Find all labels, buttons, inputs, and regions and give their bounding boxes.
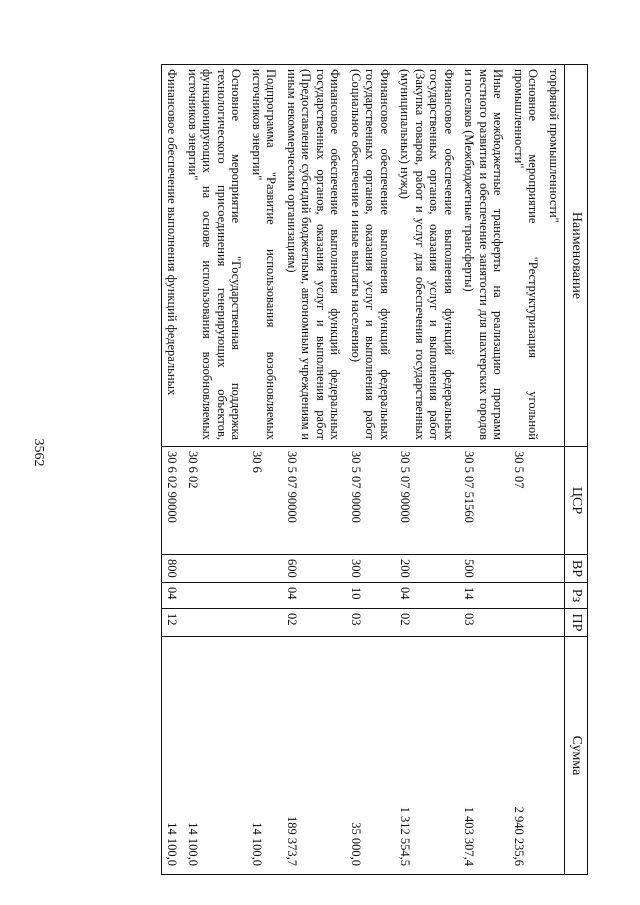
row-sum: 189 373,7: [282, 637, 346, 875]
table-row: [247, 65, 282, 875]
table-row: [183, 65, 247, 875]
row-csr: 30 6 02: [183, 447, 247, 555]
header-rz: Рз: [565, 583, 588, 609]
row-csr: 30 6 02 90000: [162, 447, 183, 555]
row-sum: 14 100,0: [183, 637, 247, 875]
row-rz: 04: [282, 583, 346, 609]
table-row: [282, 65, 346, 875]
table-row: [544, 65, 565, 875]
row-pr: 02: [395, 609, 459, 637]
row-name: Основное мероприятие "Государственная поддержка технологического присоединения генерирующих объектов, функционирующих на основе использования возобновляемых источников энергии": [183, 65, 247, 447]
row-csr: 30 6: [247, 447, 282, 555]
row-vr: 800: [162, 555, 183, 583]
row-pr: 03: [346, 609, 396, 637]
row-name: Основное мероприятие "Реструктуризация угольной промышленности": [509, 65, 544, 447]
row-pr: [544, 609, 565, 637]
row-sum: 2 940 235,6: [509, 637, 544, 875]
header-pr: ПР: [565, 609, 588, 637]
row-vr: [247, 555, 282, 583]
row-name: Финансовое обеспечение выполнения функций федеральных государственных органов, оказания услуг и выполнения работ (Закупка товаров, работ и услуг для обеспечения государственных (муниципальных) нужд): [395, 65, 459, 447]
row-pr: 02: [282, 609, 346, 637]
row-rz: 04: [395, 583, 459, 609]
row-csr: 30 5 07 90000: [346, 447, 396, 555]
row-rz: 04: [162, 583, 183, 609]
table-row: [395, 65, 459, 875]
row-pr: [509, 609, 544, 637]
header-vr: ВР: [565, 555, 588, 583]
row-sum: [544, 637, 565, 875]
row-csr: 30 5 07 51560: [459, 447, 509, 555]
header-sum: Сумма: [565, 637, 588, 875]
row-sum: 1 312 554,5: [395, 637, 459, 875]
row-sum: 1 403 307,4: [459, 637, 509, 875]
row-sum: 35 000,0: [346, 637, 396, 875]
row-vr: 200: [395, 555, 459, 583]
row-name: Иные межбюджетные трансферты на реализацию программ местного развития и обеспечение занятости для шахтерских городов и поселков (Межбюджетные трансферты): [459, 65, 509, 447]
table-row: [346, 65, 396, 875]
row-vr: 500: [459, 555, 509, 583]
header-name: Наименование: [565, 65, 588, 447]
row-sum: 14 100,0: [162, 637, 183, 875]
row-csr: 30 5 07 90000: [282, 447, 346, 555]
row-vr: 300: [346, 555, 396, 583]
row-name: торфяной промышленности": [544, 65, 565, 447]
row-name: Финансовое обеспечение выполнения функций федеральных государственных органов, оказания услуг и выполнения работ (Социальное обеспечение и иные выплаты населению): [346, 65, 396, 447]
table-row: [162, 65, 183, 875]
row-vr: 600: [282, 555, 346, 583]
row-name: Финансовое обеспечение выполнения функций федеральных: [162, 65, 183, 447]
row-vr: [509, 555, 544, 583]
row-rz: 14: [459, 583, 509, 609]
row-vr: [183, 555, 247, 583]
row-pr: 03: [459, 609, 509, 637]
row-vr: [544, 555, 565, 583]
table-header-row: [565, 65, 588, 875]
budget-table: [161, 64, 588, 875]
row-pr: [183, 609, 247, 637]
row-rz: [247, 583, 282, 609]
row-name: Подпрограмма "Развитие использования возобновляемых источников энергии": [247, 65, 282, 447]
page-number: 3562: [31, 438, 46, 467]
row-sum: 14 100,0: [247, 637, 282, 875]
row-rz: [509, 583, 544, 609]
row-pr: 12: [162, 609, 183, 637]
table-row: [509, 65, 544, 875]
row-rz: [544, 583, 565, 609]
row-rz: 10: [346, 583, 396, 609]
row-csr: 30 5 07: [509, 447, 544, 555]
row-name: Финансовое обеспечение выполнения функций федеральных государственных органов, оказания услуг и выполнения работ (Предоставление субсидий бюджетным, автономным учреждениям и иным некоммерческим организациям): [282, 65, 346, 447]
row-csr: [544, 447, 565, 555]
row-pr: [247, 609, 282, 637]
table-row: [459, 65, 509, 875]
row-csr: 30 5 07 90000: [395, 447, 459, 555]
row-rz: [183, 583, 247, 609]
header-csr: ЦСР: [565, 447, 588, 555]
